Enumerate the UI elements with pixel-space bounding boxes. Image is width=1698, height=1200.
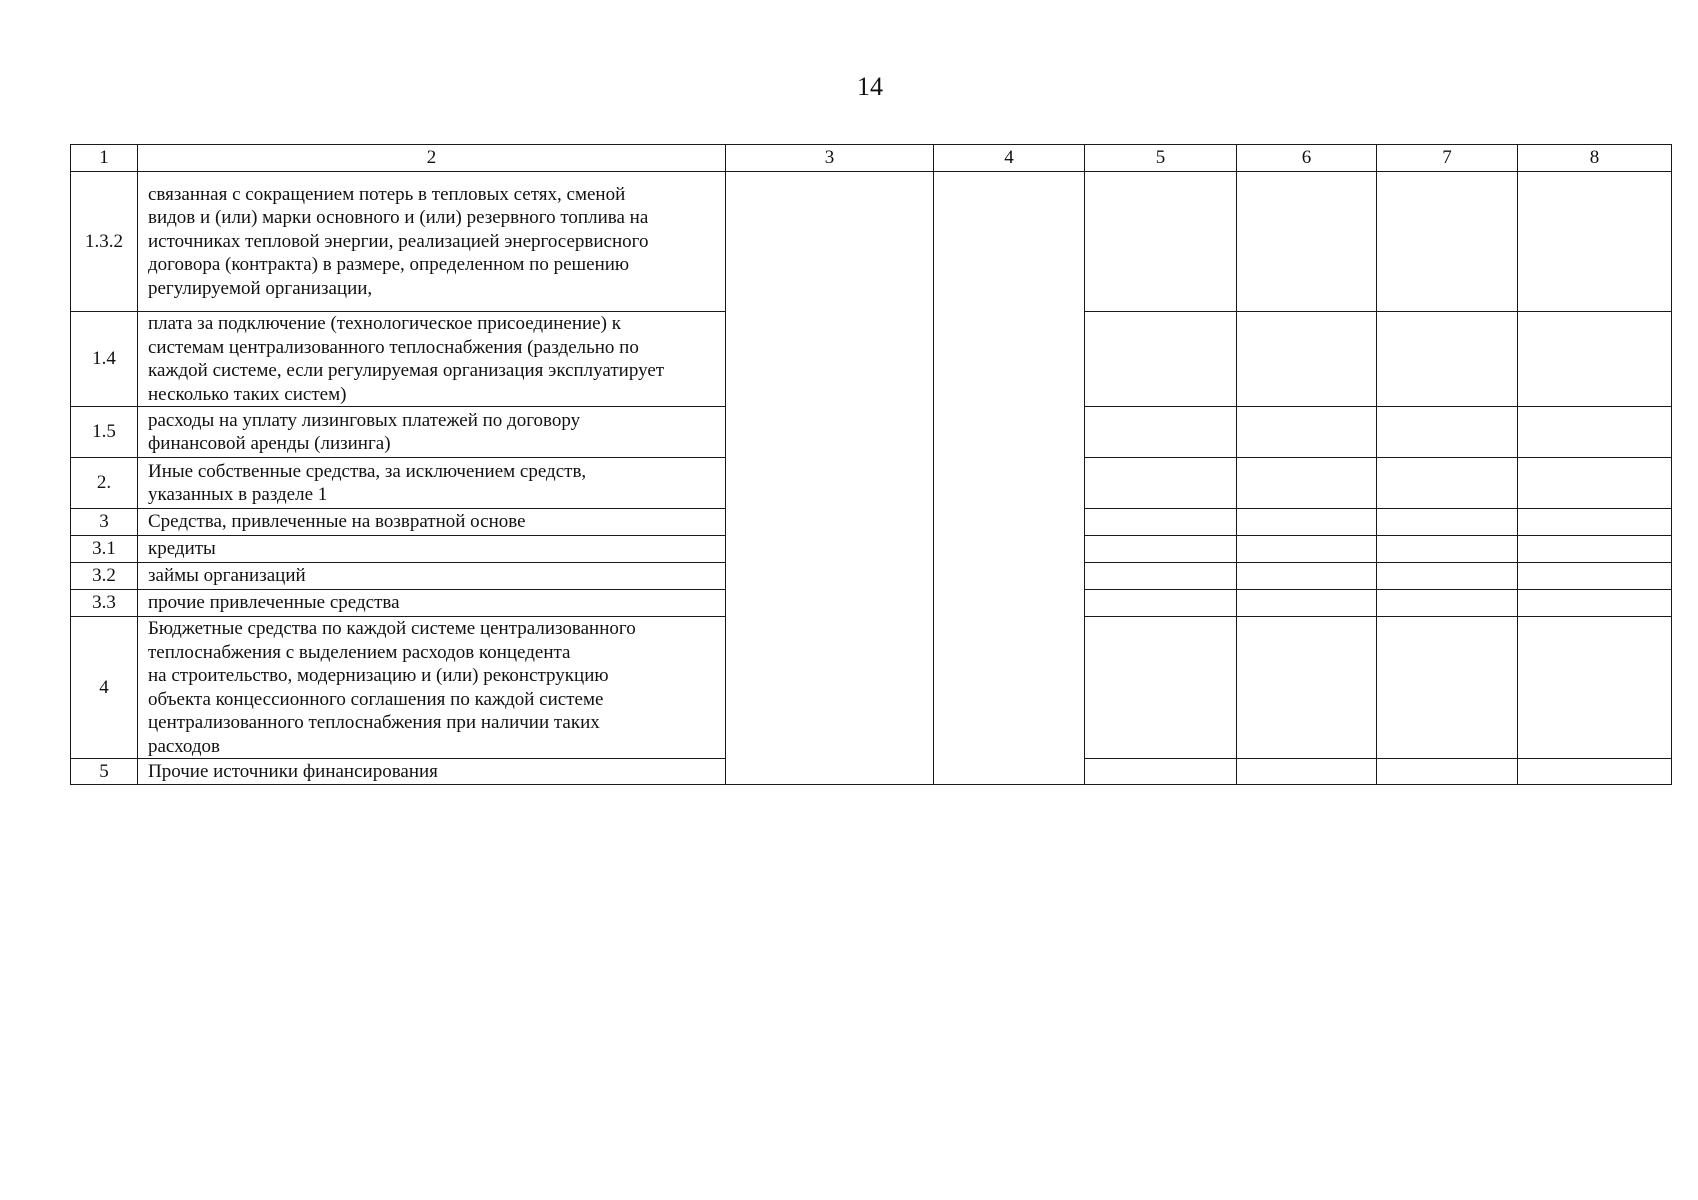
- description-line: займы организаций: [148, 565, 306, 587]
- row-number: 1.5: [71, 407, 138, 458]
- page-number: 14: [857, 72, 883, 101]
- empty-cell-col-8: [1518, 617, 1672, 759]
- col-4-merged-cell: [934, 172, 1085, 785]
- empty-cell-col-7: [1377, 312, 1518, 407]
- row-number: 4: [71, 617, 138, 759]
- empty-cell-col-7: [1377, 590, 1518, 617]
- table-row: [71, 172, 1672, 312]
- empty-cell-col-7: [1377, 563, 1518, 590]
- column-header: 5: [1085, 145, 1237, 172]
- description-line: централизованного теплоснабжения при наличии таких: [148, 712, 600, 733]
- empty-cell-col-6: [1237, 172, 1377, 312]
- col-3-merged-cell: [726, 172, 934, 785]
- row-description: [138, 312, 726, 407]
- empty-cell-col-8: [1518, 536, 1672, 563]
- empty-cell-col-5: [1085, 172, 1237, 312]
- row-number: 3.3: [71, 590, 138, 617]
- row-number: 2.: [71, 458, 138, 509]
- empty-cell-col-8: [1518, 407, 1672, 458]
- description-line: плата за подключение (технологическое присоединение) к: [148, 313, 621, 334]
- empty-cell-col-6: [1237, 617, 1377, 759]
- column-header: 2: [138, 145, 726, 172]
- description-line: расходы на уплату лизинговых платежей по договору: [148, 409, 581, 431]
- empty-cell-col-5: [1085, 458, 1237, 509]
- description-line: на строительство, модернизацию и (или) реконструкцию: [148, 665, 609, 686]
- empty-cell-col-7: [1377, 759, 1518, 785]
- empty-cell-col-8: [1518, 509, 1672, 536]
- row-number: 1.4: [71, 312, 138, 407]
- empty-cell-col-7: [1377, 172, 1518, 312]
- row-description: [138, 563, 726, 590]
- description-line: видов и (или) марки основного и (или) резервного топлива на: [148, 207, 649, 229]
- empty-cell-col-5: [1085, 509, 1237, 536]
- description-line: системам централизованного теплоснабжения (раздельно по: [148, 336, 639, 358]
- empty-cell-col-5: [1085, 617, 1237, 759]
- header-row: [71, 145, 1672, 172]
- row-number: 1.3.2: [71, 172, 138, 312]
- empty-cell-col-7: [1377, 458, 1518, 509]
- description-line: Иные собственные средства, за исключением средств,: [148, 460, 587, 482]
- row-description: [138, 458, 726, 509]
- empty-cell-col-6: [1237, 407, 1377, 458]
- empty-cell-col-6: [1237, 590, 1377, 617]
- empty-cell-col-6: [1237, 509, 1377, 536]
- row-description: [138, 536, 726, 563]
- column-header: 7: [1377, 145, 1518, 172]
- empty-cell-col-7: [1377, 407, 1518, 458]
- row-number: 3: [71, 509, 138, 536]
- row-number: 3.1: [71, 536, 138, 563]
- empty-cell-col-6: [1237, 759, 1377, 785]
- column-header: 1: [71, 145, 138, 172]
- row-description: [138, 509, 726, 536]
- row-description: [138, 172, 726, 312]
- empty-cell-col-6: [1237, 312, 1377, 407]
- row-number: 5: [71, 759, 138, 785]
- column-header: 4: [934, 145, 1085, 172]
- empty-cell-col-8: [1518, 563, 1672, 590]
- empty-cell-col-6: [1237, 563, 1377, 590]
- description-line: регулируемой организации,: [148, 277, 373, 299]
- empty-cell-col-7: [1377, 536, 1518, 563]
- description-line: объекта концессионного соглашения по каждой системе: [148, 688, 604, 710]
- column-header: 8: [1518, 145, 1672, 172]
- column-header: 6: [1237, 145, 1377, 172]
- row-description: [138, 759, 726, 785]
- financing-sources-table: [70, 144, 1672, 785]
- row-description: [138, 407, 726, 458]
- empty-cell-col-8: [1518, 172, 1672, 312]
- empty-cell-col-5: [1085, 312, 1237, 407]
- row-description: [138, 590, 726, 617]
- description-line: Бюджетные средства по каждой системе централизованного: [148, 618, 636, 639]
- description-line: источниках тепловой энергии, реализацией энергосервисного: [148, 230, 649, 252]
- empty-cell-col-7: [1377, 617, 1518, 759]
- description-line: указанных в разделе 1: [148, 484, 328, 505]
- empty-cell-col-8: [1518, 590, 1672, 617]
- empty-cell-col-8: [1518, 458, 1672, 509]
- empty-cell-col-8: [1518, 312, 1672, 407]
- description-line: Средства, привлеченные на возвратной основе: [148, 511, 526, 533]
- description-line: кредиты: [148, 538, 216, 560]
- empty-cell-col-5: [1085, 759, 1237, 785]
- description-line: Прочие источники финансирования: [148, 760, 438, 782]
- description-line: финансовой аренды (лизинга): [148, 433, 391, 454]
- description-line: теплоснабжения с выделением расходов концедента: [148, 641, 571, 663]
- empty-cell-col-8: [1518, 759, 1672, 785]
- description-line: прочие привлеченные средства: [148, 592, 400, 614]
- empty-cell-col-5: [1085, 590, 1237, 617]
- column-header: 3: [726, 145, 934, 172]
- empty-cell-col-7: [1377, 509, 1518, 536]
- empty-cell-col-6: [1237, 458, 1377, 509]
- empty-cell-col-5: [1085, 563, 1237, 590]
- description-line: расходов: [148, 735, 220, 757]
- description-line: несколько таких систем): [148, 383, 347, 405]
- empty-cell-col-5: [1085, 407, 1237, 458]
- empty-cell-col-6: [1237, 536, 1377, 563]
- description-line: каждой системе, если регулируемая организация эксплуатирует: [148, 360, 665, 381]
- description-line: договора (контракта) в размере, определенном по решению: [148, 254, 630, 276]
- empty-cell-col-5: [1085, 536, 1237, 563]
- description-line: связанная с сокращением потерь в тепловых сетях, сменой: [148, 183, 626, 205]
- row-description: [138, 617, 726, 759]
- row-number: 3.2: [71, 563, 138, 590]
